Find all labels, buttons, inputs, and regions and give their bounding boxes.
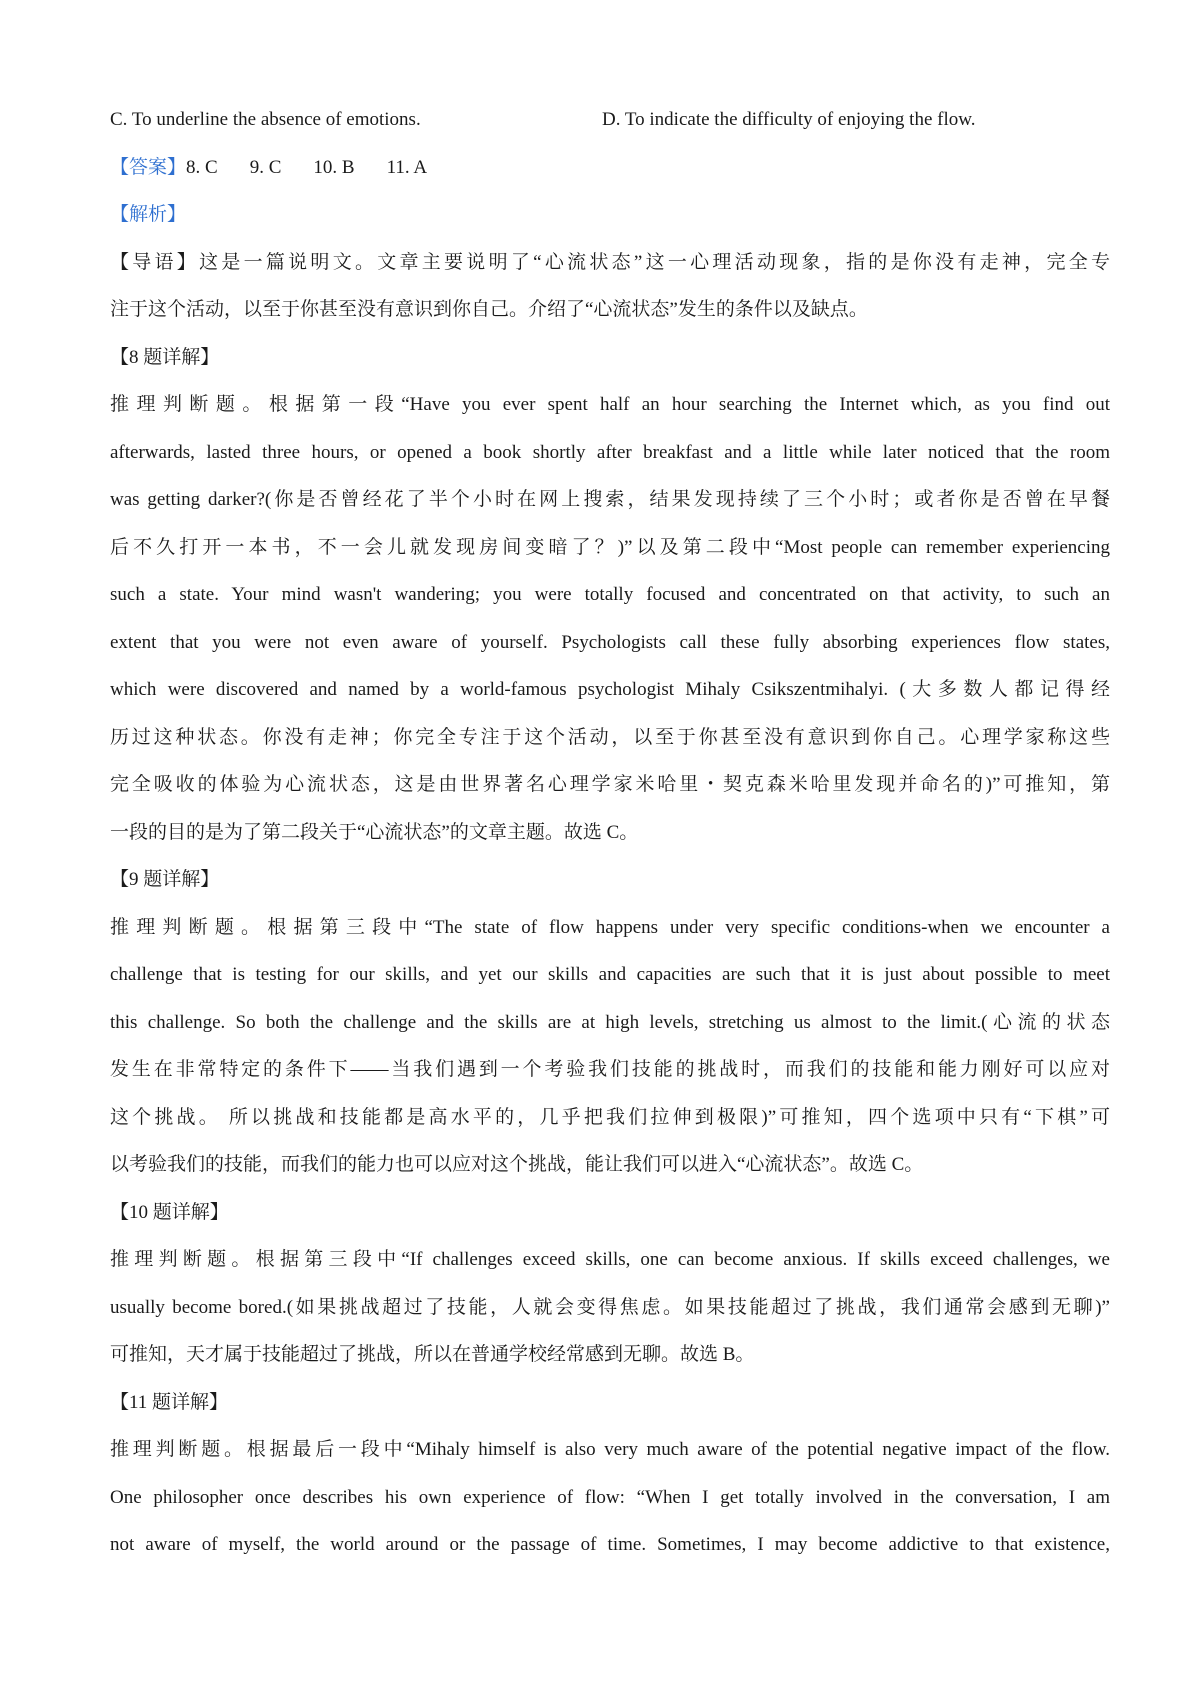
intro-paragraph [110, 239, 1110, 334]
text-line: 注于这个活动，以至于你甚至没有意识到你自己。介绍了“心流状态”发生的条件以及缺点。 [110, 299, 868, 320]
q8-heading: 【8 题详解】 [110, 346, 220, 368]
answer-item: 10. B [313, 156, 355, 178]
text-line: challenge that is testing for our skills, and yet our skills and capacities are such that it is just about possible to meet [110, 964, 1110, 985]
text-line: 一段的目的是为了第二段关于“心流状态”的文章主题。故选 C。 [110, 821, 639, 843]
q10-heading: 【10 题详解】 [110, 1201, 229, 1223]
text-line: which were discovered and named by a world-famous psychologist Mihaly Csikszentmihalyi. (大多数人都记得经 [110, 679, 1110, 700]
text-line: 完全吸收的体验为心流状态，这是由世界著名心理学家米哈里・契克森米哈里发现并命名的)”可推知，第 [110, 774, 1110, 795]
answer-key-row [110, 144, 1110, 192]
q9-heading: 【9 题详解】 [110, 869, 220, 890]
text-line: 【导语】这是一篇说明文。文章主要说明了“心流状态”这一心理活动现象，指的是你没有走神，完全专 [110, 251, 1110, 273]
text-line: 后不久打开一本书，不一会儿就发现房间变暗了？)”以及第二段中“Most people can remember experiencing [110, 536, 1110, 558]
text-line: 这个挑战。 所以挑战和技能都是高水平的，几乎把我们拉伸到极限)”可推知，四个选项中只有“下棋”可 [110, 1106, 1110, 1128]
answer-item: 11. A [386, 156, 428, 178]
text-line: 以考验我们的技能，而我们的能力也可以应对这个挑战，能让我们可以进入“心流状态”。故选 C。 [110, 1154, 924, 1175]
document-page [110, 96, 1110, 1569]
option-c: C. To underline the absence of emotions. [110, 109, 421, 130]
text-line: 推理判断题。根据最后一段中“Mihaly himself is also very much aware of the potential negative impact of the flow. [110, 1439, 1110, 1460]
text-line: extent that you were not even aware of yourself. Psychologists call these fully absorbing experiences flow states, [110, 631, 1110, 653]
text-line: 推理判断题。根据第三段中“The state of flow happens under very specific conditions-when we encounter a [110, 916, 1110, 938]
text-line: usually become bored.(如果挑战超过了技能，人就会变得焦虑。如果技能超过了挑战，我们通常会感到无聊)” [110, 1296, 1110, 1318]
q11-heading: 【11 题详解】 [110, 1391, 229, 1413]
text-line: this challenge. So both the challenge and the skills are at high levels, stretching us almost to the limit.(心流的状态 [110, 1011, 1110, 1033]
answer-item: 8. C [186, 156, 218, 178]
text-line: 推理判断题。根据第三段中“If challenges exceed skills, one can become anxious. If skills exceed challenges, we [110, 1249, 1110, 1270]
text-line: afterwards, lasted three hours, or opened a book shortly after breakfast and a little while later noticed that the room [110, 441, 1110, 463]
q8-explanation [110, 381, 1110, 856]
q9-explanation [110, 904, 1110, 1189]
q10-explanation [110, 1236, 1110, 1379]
answer-item: 9. C [249, 156, 282, 178]
text-line: not aware of myself, the world around or the passage of time. Sometimes, I may become addictive to that existence, [110, 1534, 1110, 1555]
text-line: was getting darker?(你是否曾经花了半个小时在网上搜索，结果发现持续了三个小时；或者你是否曾在早餐 [110, 489, 1110, 510]
text-line: 可推知，天才属于技能超过了挑战，所以在普通学校经常感到无聊。故选 B。 [110, 1344, 755, 1365]
answer-label: 【答案】 [110, 156, 187, 178]
text-line: 历过这种状态。你没有走神；你完全专注于这个活动，以至于你甚至没有意识到你自己。心理学家称这些 [110, 726, 1110, 748]
text-line: such a state. Your mind wasn't wandering; you were totally focused and concentrated on that activity, to such an [110, 584, 1110, 605]
answer-options-row [110, 96, 1110, 144]
text-line: 发生在非常特定的条件下——当我们遇到一个考验我们技能的挑战时，而我们的技能和能力刚好可以应对 [110, 1059, 1110, 1080]
option-d: D. To indicate the difficulty of enjoying the flow. [602, 109, 976, 130]
text-line: 推理判断题。根据第一段“Have you ever spent half an hour searching the Internet which, as you find out [110, 394, 1110, 415]
q11-explanation [110, 1426, 1110, 1569]
analysis-label: 【解析】 [110, 204, 187, 225]
text-line: One philosopher once describes his own experience of flow: “When I get totally involved in the conversation, I am [110, 1486, 1110, 1508]
